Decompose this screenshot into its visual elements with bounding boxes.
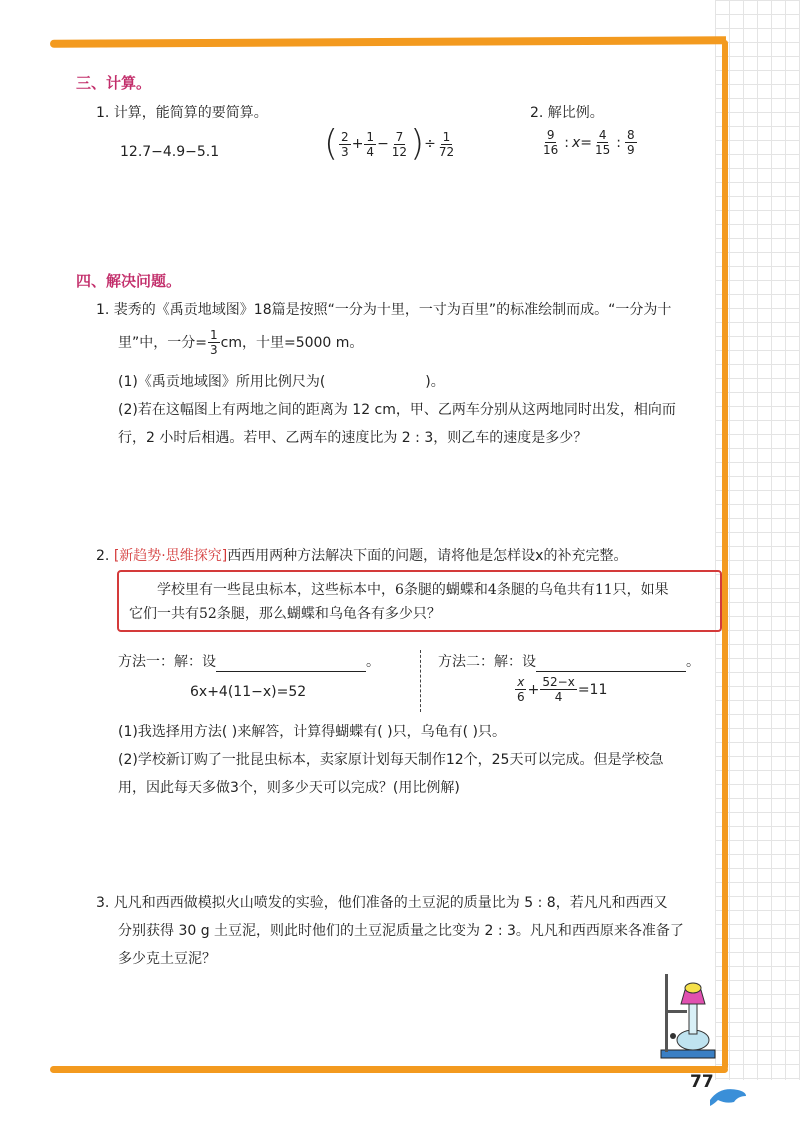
problem3-line3: 多少克土豆泥？ bbox=[118, 951, 216, 967]
problem1-sub2-line1: (2)若在这幅图上有两地之间的距离为 12 cm，甲、乙两车分别从这两地同时出发，相向而 bbox=[118, 402, 676, 418]
proportion-question-label: 2. 解比例。 bbox=[530, 105, 604, 121]
calc-question-label: 1. 计算，能简算的要简算。 bbox=[96, 105, 268, 121]
proportion-equation: $\frac{9}{16}$ : x= $\frac{4}{15}$ : $\frac{8}{9}$ bbox=[543, 128, 635, 157]
method2-equation: $\frac{x}{6}$ + $\frac{52-x}{4}$ =11 bbox=[517, 675, 608, 704]
problem2-sub2-line1: (2)学校新订购了一批昆虫标本，卖家原计划每天制作12个，25天可以完成。但是学校急 bbox=[118, 752, 664, 768]
problem1-sub1: (1)《禹贡地域图》所用比例尺为( )。 bbox=[118, 374, 445, 390]
method2-label: 方法二：解：设 。 bbox=[438, 654, 700, 670]
problem1-sub2-line2: 行，2 小时后相遇。若甲、乙两车的速度比为 2 : 3，则乙车的速度是多少？ bbox=[118, 430, 588, 446]
problem3-line1: 3. 凡凡和西西做模拟火山喷发的实验，他们准备的土豆泥的质量比为 5 : 8，若凡凡和西西又 bbox=[96, 895, 668, 911]
problem2-sub2-line2: 用，因此每天多做3个，则多少天可以完成？(用比例解) bbox=[118, 780, 460, 796]
problem1-line1: 1. 裴秀的《禹贡地域图》18篇是按照“一分为十里，一寸为百里”的标准绘制而成。“一分为十 bbox=[96, 302, 672, 318]
method1-label: 方法一：解：设 。 bbox=[118, 654, 380, 670]
problem1-line2: 里”中，一分= $\frac{1}{3}$ cm，十里=5000 m。 bbox=[118, 328, 364, 357]
frame-bottom-border bbox=[50, 1066, 728, 1073]
section3-heading: 三、计算。 bbox=[76, 74, 152, 92]
problem2-intro: 2. [新趋势·思维探究]西西用两种方法解决下面的问题，请将他是怎样设x的补充完整。 bbox=[96, 548, 628, 564]
lab-apparatus-illustration bbox=[655, 968, 721, 1064]
method1-equation: 6x+4(11−x)=52 bbox=[190, 684, 307, 700]
problem2-box: 学校里有一些昆虫标本，这些标本中，6条腿的蝴蝶和4条腿的乌龟共有11只，如果 它们一共有52条腿，那么蝴蝶和乌龟各有多少只？ bbox=[117, 570, 722, 632]
frame-top-border bbox=[50, 36, 726, 48]
frame-right-border bbox=[722, 40, 728, 1070]
expression-fractions: ( $\frac{2}{3}$ + $\frac{1}{4}$ − $\frac{7}{12}$ ) ÷ $\frac{1}{72}$ bbox=[324, 123, 455, 164]
method-divider bbox=[420, 650, 421, 712]
section4-heading: 四、解决问题。 bbox=[76, 272, 182, 290]
problem3-line2: 分别获得 30 g 土豆泥，则此时他们的土豆泥质量之比变为 2 : 3。凡凡和西西原来各准备了 bbox=[118, 923, 684, 939]
method2-blank[interactable] bbox=[536, 671, 686, 672]
page-number: 77 bbox=[690, 1072, 714, 1092]
expression-subtraction: 12.7−4.9−5.1 bbox=[120, 144, 220, 160]
method1-blank[interactable] bbox=[216, 671, 366, 672]
problem2-sub1: (1)我选择用方法( )来解答，计算得蝴蝶有( )只，乌龟有( )只。 bbox=[118, 724, 506, 740]
dolphin-icon bbox=[708, 1082, 748, 1108]
trend-tag: [新趋势·思维探究] bbox=[113, 548, 228, 564]
